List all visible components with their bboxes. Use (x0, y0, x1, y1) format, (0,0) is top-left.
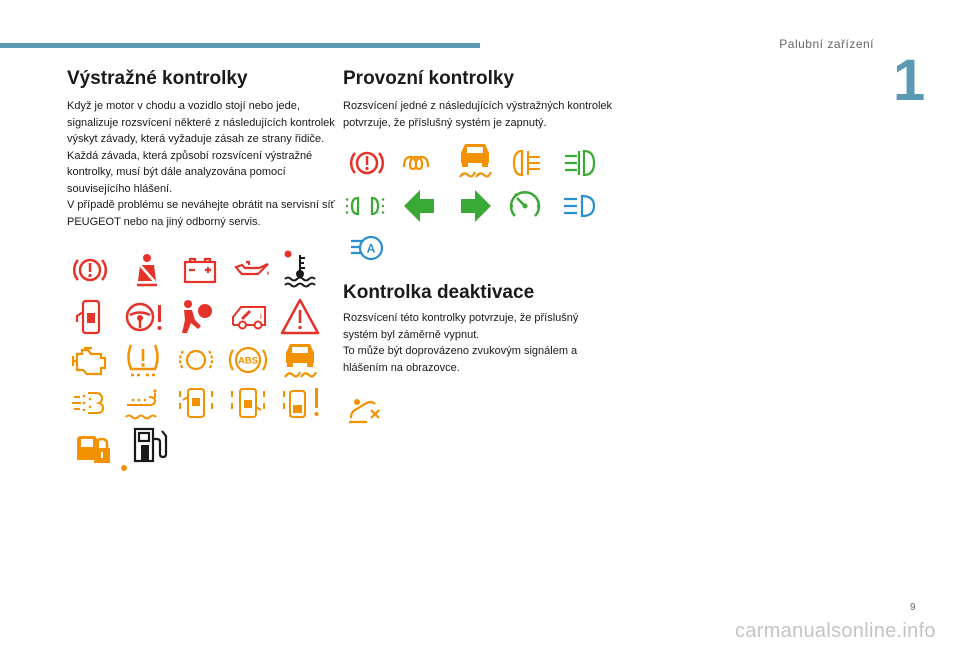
paragraph: Rozsvícení této kontrolky potvrzuje, že příslušný systém byl záměrně vypnut. (343, 312, 579, 341)
paragraph: Každá závada, která způsobí rozsvícení výstražné kontrolky, musí být dále analyzována pomocí souvisejícího hlášení. (67, 149, 313, 195)
auto-main-beam-icon (347, 230, 387, 270)
esp-off-icon (455, 140, 495, 180)
adblue-icon (70, 383, 110, 423)
deactivation-lamp-text (343, 310, 613, 376)
paragraph: V případě problému se neváhejte obrátit na servisní síť PEUGEOT nebo na jiný odborný servis. (67, 199, 335, 228)
svg-text:i: i (260, 312, 262, 321)
door-open-right-icon (228, 383, 268, 423)
coolant-temperature-icon (280, 250, 320, 290)
oil-pressure-icon (232, 250, 272, 290)
child-lock-icon (73, 428, 113, 468)
deactivation-lamp-title: Kontrolka deaktivace (343, 282, 535, 303)
main-beam-icon (560, 186, 600, 226)
cruise-control-icon (505, 186, 545, 226)
paragraph: To může být doprovázeno zvukovým signálem a hlášením na obrazovce. (343, 345, 578, 374)
warning-triangle-icon (280, 297, 320, 337)
parking-brake-icon (347, 143, 387, 183)
brake-pads-icon (176, 340, 216, 380)
header-bar (0, 43, 480, 48)
watermark: carmanualsonline.info (735, 620, 936, 642)
battery-icon (180, 250, 220, 290)
paragraph: Když je motor v chodu a vozidlo stojí nebo jede, signalizuje rozsvícení některé z následujících kontrolek výskyt závady, která vyžaduje zásah ze strany řidiče. (67, 100, 335, 145)
left-indicator-icon (400, 186, 440, 226)
operation-lamps-text (343, 98, 613, 131)
operation-lamps-title: Provozní kontrolky (343, 68, 515, 89)
front-fog-icon (560, 143, 600, 183)
engine-icon (70, 340, 110, 380)
sidelights-icon (345, 186, 385, 226)
svg-text:ABS: ABS (237, 355, 259, 367)
seatbelt-icon (127, 250, 167, 290)
warning-lamps-title: Výstražné kontrolky (67, 68, 248, 89)
esp-icon (280, 340, 320, 380)
orange-dot (121, 465, 127, 471)
door-open-icon (70, 297, 110, 337)
warning-lamps-text (67, 98, 335, 230)
tyre-pressure-icon (123, 340, 163, 380)
svg-text:A: A (366, 241, 376, 256)
section-label: Palubní zařízení (779, 37, 874, 51)
particle-filter-icon (123, 383, 163, 423)
rear-fog-icon (508, 143, 548, 183)
abs-icon (228, 340, 268, 380)
preheating-icon (400, 143, 440, 183)
page-number: 9 (910, 602, 916, 613)
door-open-rear-icon (280, 383, 320, 423)
door-open-left-icon (176, 383, 216, 423)
chapter-number: 1 (893, 48, 926, 113)
paragraph: Rozsvícení jedné z následujících výstražných kontrolek potvrzuje, že příslušný systém je zapnutý. (343, 100, 613, 129)
service-icon (230, 297, 270, 337)
fuel-icon (130, 425, 170, 465)
right-indicator-icon (455, 186, 495, 226)
power-steering-icon (123, 297, 163, 337)
airbag-off-icon (345, 388, 385, 428)
brake-icon (70, 250, 110, 290)
airbag-icon (176, 297, 216, 337)
